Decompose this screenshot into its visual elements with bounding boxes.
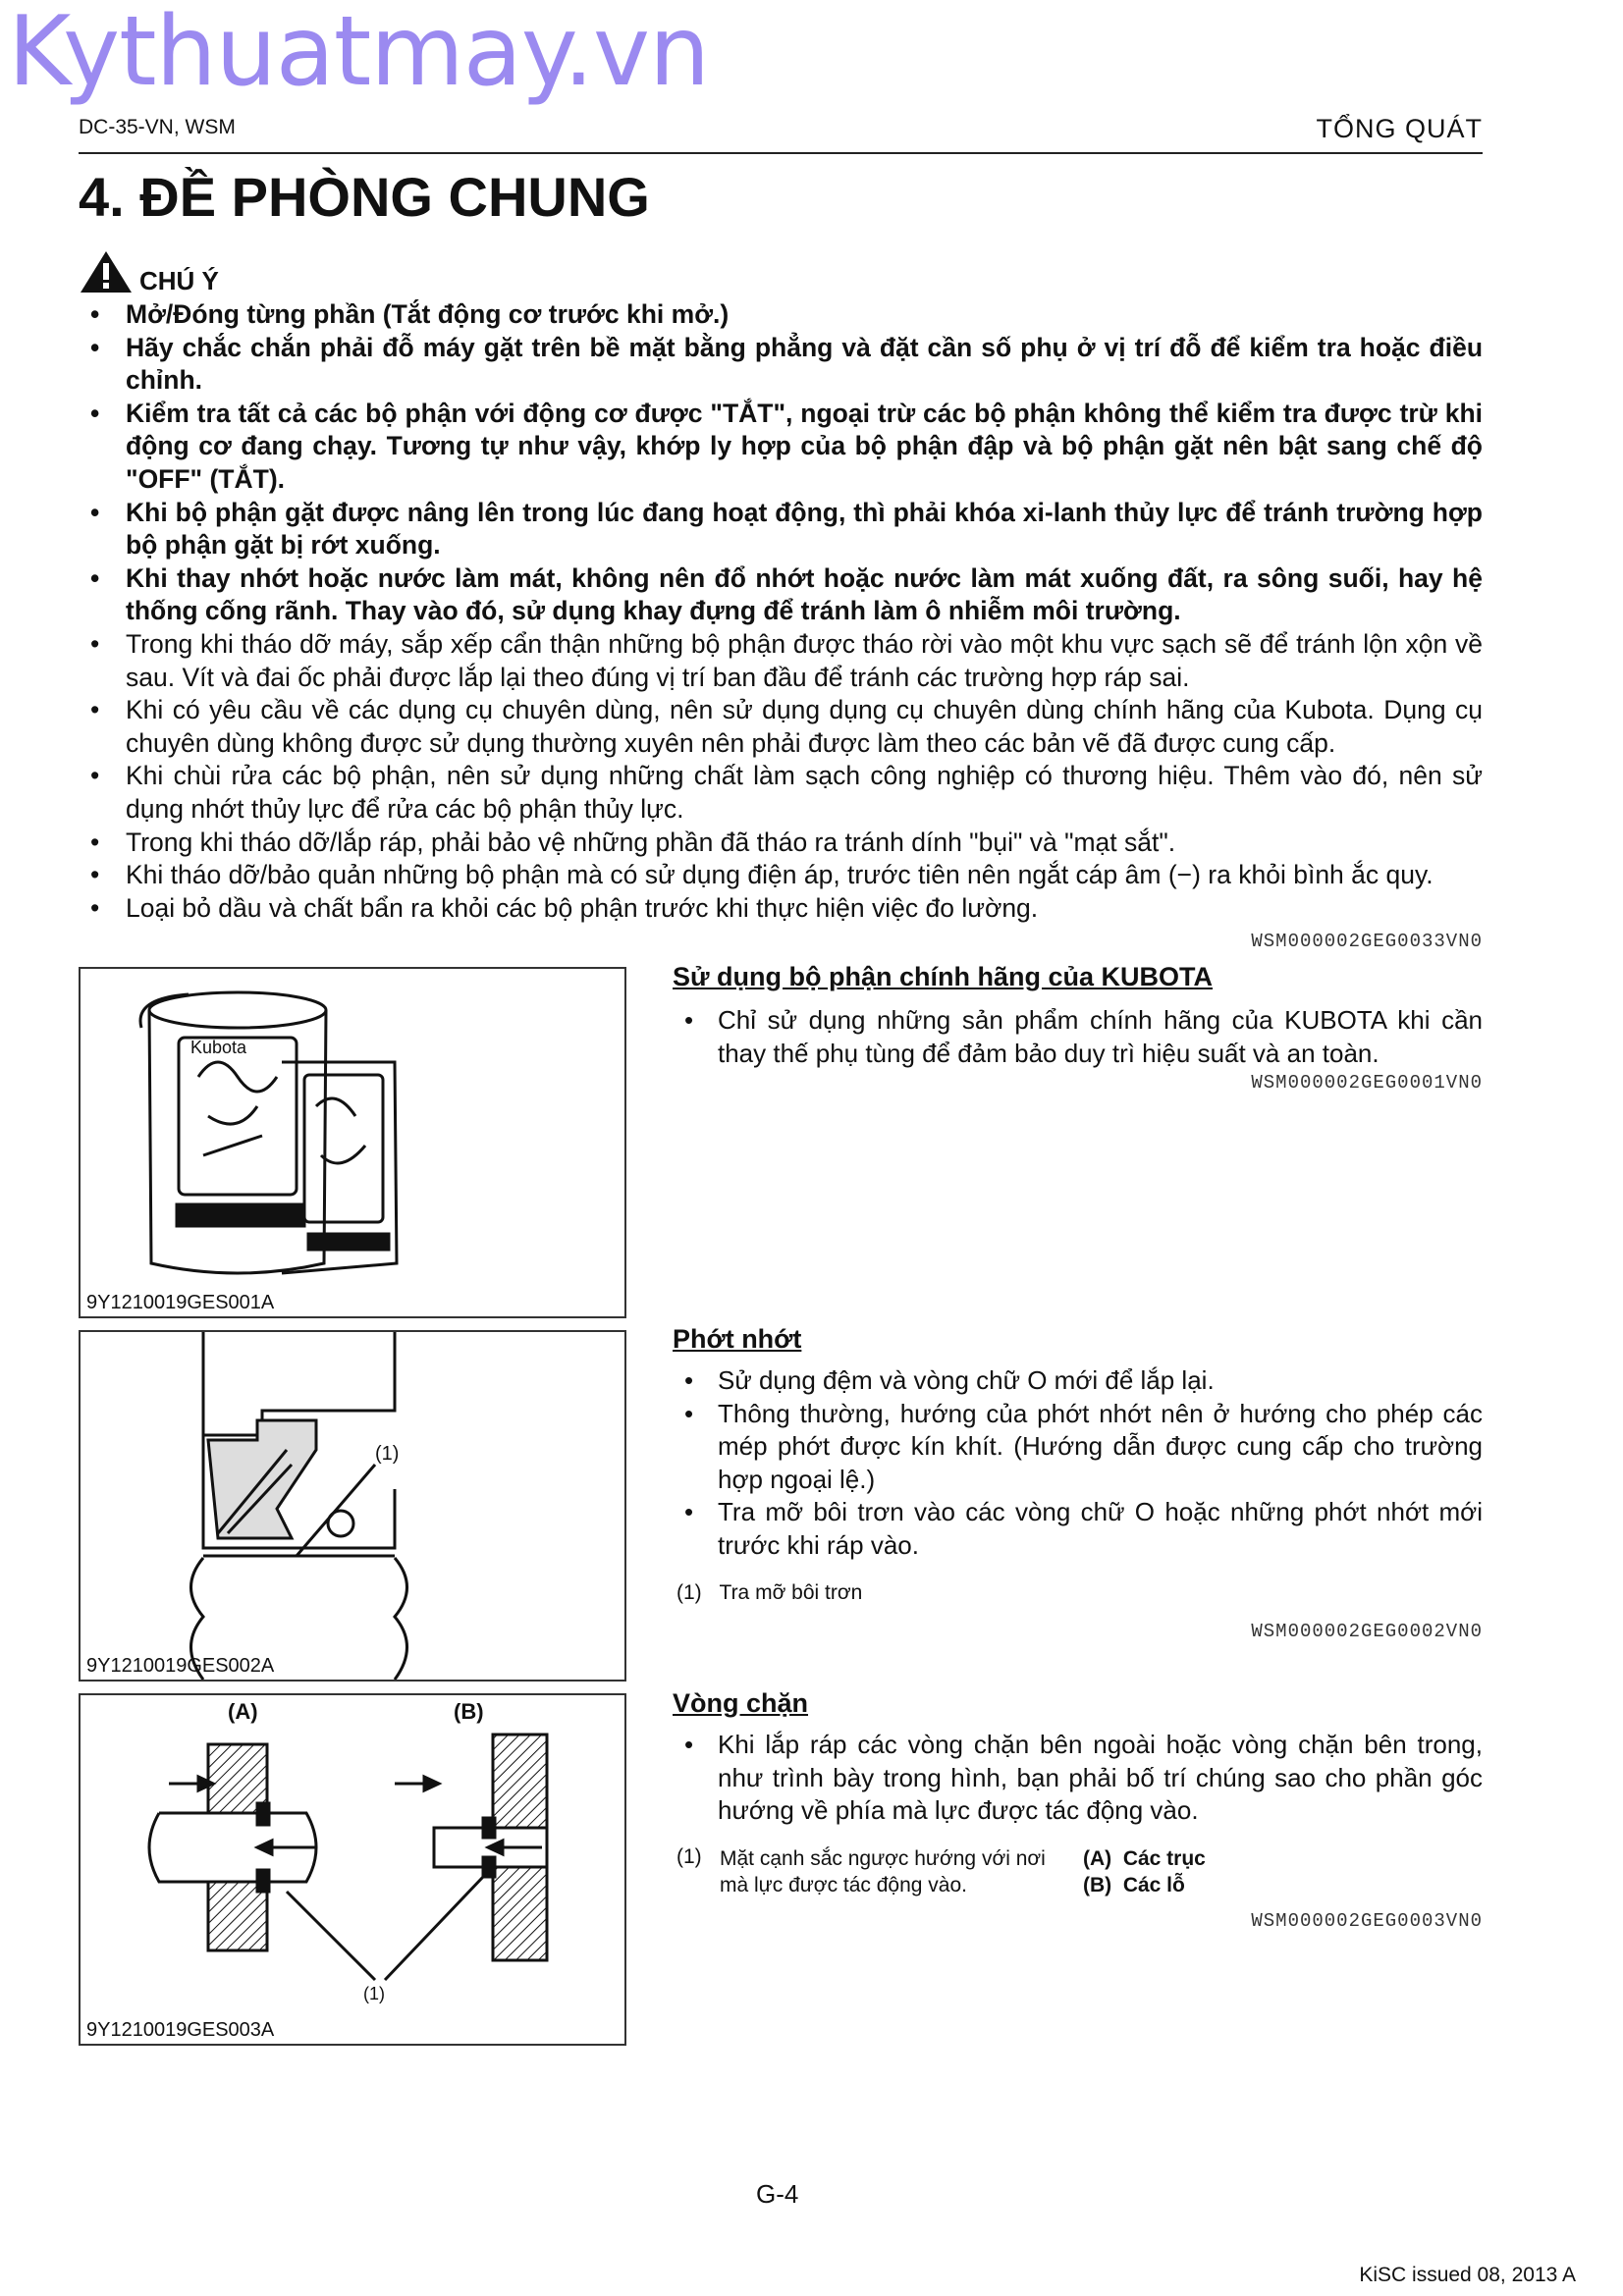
note-number: (1): [676, 1581, 702, 1604]
doc-code: DC-35-VN, WSM: [79, 116, 236, 138]
figure-label-a: (A): [228, 1699, 258, 1724]
list-item: • Tra mỡ bôi trơn vào các vòng chữ O hoặc những phớt nhớt mới trước khi ráp vào.: [673, 1496, 1483, 1562]
list-item: • Sử dụng đệm và vòng chữ O mới để lắp lại.: [673, 1364, 1483, 1398]
precaution-list: [79, 298, 1483, 925]
legend-key: (A): [1083, 1846, 1112, 1870]
reference-code: WSM000002GEG0002VN0: [1251, 1621, 1483, 1642]
list-item: • Khi lắp ráp các vòng chặn bên ngoài hoặc vòng chặn bên trong, như trình bày trong hình, bạn phải bố trí chúng sao cho phần góc hướng về phía mà lực được tác động vào.: [673, 1729, 1483, 1828]
list-item: • Khi bộ phận gặt được nâng lên trong lúc đang hoạt động, thì phải khóa xi-lanh thủy lực để tránh trường hợp bộ phận gặt bị rớt xuống.: [79, 497, 1483, 562]
header-divider: [79, 152, 1483, 154]
section-genuine-parts: [673, 962, 1483, 1094]
list-item: • Trong khi tháo dỡ máy, sắp xếp cẩn thận những bộ phận được tháo rời vào một khu vực sạch sẽ để tránh lộn xộn về sau. Vít và đai ốc phải được lắp lại theo đúng vị trí ban đầu để tránh các trường hợp ráp sai.: [79, 628, 1483, 694]
list-item: • Hãy chắc chắn phải đỗ máy gặt trên bề mặt bằng phẳng và đặt cần số phụ ở vị trí đỗ để kiểm tra hoặc điều chỉnh.: [79, 332, 1483, 398]
kubota-can-label: Kubota: [190, 1038, 247, 1057]
list-item: • Mở/Đóng từng phần (Tắt động cơ trước khi mở.): [79, 298, 1483, 332]
figure-caption: 9Y1210019GES001A: [86, 1292, 275, 1313]
note-number: (1): [676, 1844, 702, 1868]
list-item: • Khi chùi rửa các bộ phận, nên sử dụng những chất làm sạch công nghiệp có thương hiệu. Thêm vào đó, nên sử dụng nhớt thủy lực để rửa các bộ phận thủy lực.: [79, 760, 1483, 826]
snap-ring-diagram: [81, 1695, 624, 2044]
caution-label: CHÚ Ý: [139, 266, 219, 295]
note-text: Tra mỡ bôi trơn: [719, 1581, 863, 1604]
section-list: [673, 1004, 1483, 1070]
figure-kubota-products: [79, 967, 626, 1318]
legend-text: Các trục: [1122, 1846, 1206, 1870]
figure-oil-seal: [79, 1330, 626, 1682]
reference-code: WSM000002GEG0003VN0: [1251, 1909, 1483, 1932]
section-title: Vòng chặn: [673, 1688, 809, 1718]
section-oil-seal: [673, 1324, 1483, 1642]
warning-triangle-icon: [79, 249, 134, 294]
note: [676, 1581, 1483, 1605]
list-item: • Loại bỏ dầu và chất bẩn ra khỏi các bộ phận trước khi thực hiện việc đo lường.: [79, 892, 1483, 926]
section-name: TỔNG QUÁT: [1316, 114, 1483, 143]
figure-caption: 9Y1210019GES003A: [86, 2019, 275, 2041]
legend-text: Các lỗ: [1122, 1873, 1185, 1896]
caution-heading: [79, 249, 219, 294]
figure-label-b: (B): [454, 1699, 484, 1724]
note: [673, 1845, 1483, 1898]
note-text: mà lực được tác động vào.: [720, 1873, 967, 1896]
list-item: • Chỉ sử dụng những sản phẩm chính hãng của KUBOTA khi cần thay thế phụ tùng để đảm bảo duy trì hiệu suất và an toàn.: [673, 1004, 1483, 1070]
list-item: • Thông thường, hướng của phớt nhớt nên ở hướng cho phép các mép phớt được kín khít. (Hướng dẫn được cung cấp cho trường hợp ngoại lệ.): [673, 1398, 1483, 1497]
section-list: [673, 1364, 1483, 1562]
reference-code: WSM000002GEG0033VN0: [1251, 931, 1483, 952]
watermark: Kythuatmay.vn: [8, 0, 710, 108]
section-list: [673, 1729, 1483, 1828]
section-title: Phớt nhớt: [673, 1324, 802, 1354]
legend-key: (B): [1083, 1873, 1112, 1896]
list-item: • Kiểm tra tất cả các bộ phận với động cơ được "TẮT", ngoại trừ các bộ phận không thể kiểm tra được trừ khi động cơ đang chạy. Tương tự như vậy, khớp ly hợp của bộ phận đập và bộ phận gặt nên bật sang chế độ "OFF" (TẮT).: [79, 398, 1483, 497]
list-item: • Khi tháo dỡ/bảo quản những bộ phận mà có sử dụng điện áp, trước tiên nên ngắt cáp âm (−) ra khỏi bình ắc quy.: [79, 859, 1483, 892]
callout-label: (1): [363, 1984, 385, 2003]
list-item: • Khi thay nhớt hoặc nước làm mát, không nên đổ nhớt hoặc nước làm mát xuống đất, ra sông suối, hay hệ thống cống rãnh. Thay vào đó, sử dụng khay đựng để tránh làm ô nhiễm môi trường.: [79, 562, 1483, 628]
note-text: Mặt cạnh sắc ngược hướng với nơi: [720, 1846, 1046, 1870]
kubota-oil-cans-image: [81, 969, 624, 1316]
figure-snap-ring: [79, 1693, 626, 2046]
figure-caption: 9Y1210019GES002A: [86, 1655, 275, 1677]
section-snap-ring: [673, 1688, 1483, 1932]
callout-label: (1): [375, 1443, 400, 1465]
list-item: • Trong khi tháo dỡ/lắp ráp, phải bảo vệ những phần đã tháo ra tránh dính "bụi" và "mạt sắt".: [79, 827, 1483, 860]
list-item: • Khi có yêu cầu về các dụng cụ chuyên dùng, nên sử dụng dụng cụ chuyên dùng chính hãng của Kubota. Dụng cụ chuyên dùng không được sử dụng thường xuyên nên phải được làm theo các bản vẽ đã được cung cấp.: [79, 694, 1483, 760]
section-title: Sử dụng bộ phận chính hãng của KUBOTA: [673, 962, 1214, 991]
page-title: 4. ĐỀ PHÒNG CHUNG: [79, 166, 650, 228]
reference-code: WSM000002GEG0001VN0: [1251, 1072, 1483, 1094]
oil-seal-diagram: [81, 1332, 624, 1680]
issue-info: KiSC issued 08, 2013 A: [1359, 2264, 1576, 2286]
legend: [1083, 1845, 1206, 1898]
page-number: G-4: [756, 2179, 799, 2209]
